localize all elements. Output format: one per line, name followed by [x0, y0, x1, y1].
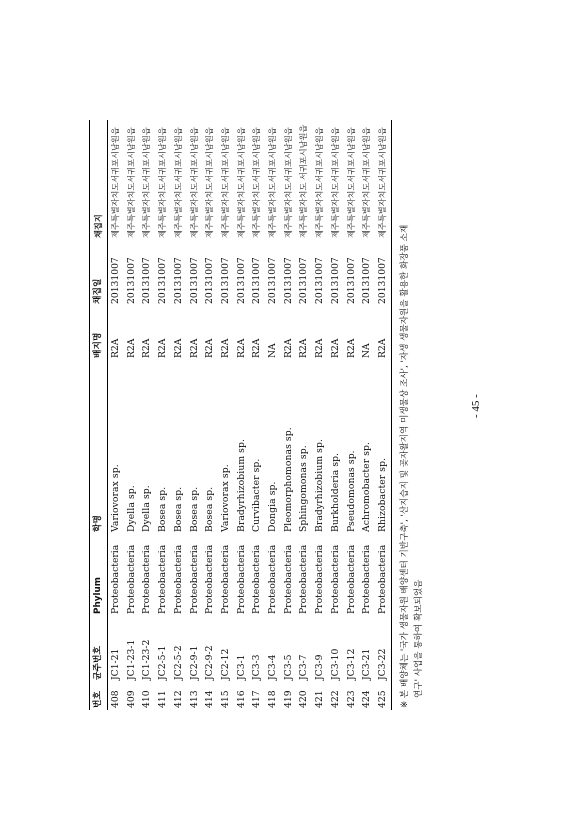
cell-date: 20131007: [329, 257, 341, 304]
cell-medium: R2A: [329, 338, 341, 358]
cell-phylum: Proteobacteria: [251, 544, 263, 614]
table-body: [108, 120, 392, 710]
cell-species: Bosea sp.: [172, 486, 184, 532]
cell-number: 409: [125, 690, 137, 708]
table-row: [139, 120, 155, 710]
cell-place: 제주특별자치도서귀포시남원읍: [110, 127, 120, 238]
cell-number: 424: [361, 690, 373, 708]
header-date: 채집일: [92, 278, 103, 304]
cell-medium: R2A: [219, 338, 231, 358]
cell-phylum: Proteobacteria: [110, 544, 121, 614]
table-row: [296, 120, 312, 710]
cell-phylum: Proteobacteria: [298, 544, 310, 614]
cell-species: Achromobacter sp.: [361, 441, 373, 532]
cell-medium: R2A: [314, 338, 326, 358]
cell-date: 20131007: [267, 257, 279, 304]
cell-strain-id: JC1-23-1: [125, 639, 137, 680]
cell-phylum: Proteobacteria: [235, 544, 247, 614]
cell-strain-id: JC3-22: [376, 648, 388, 680]
table-row: [218, 120, 234, 710]
cell-strain-id: JC3-4: [267, 654, 279, 680]
cell-species: Variovorax sp.: [110, 464, 121, 532]
cell-date: 20131007: [361, 257, 373, 304]
cell-species: Bosea sp.: [204, 486, 216, 532]
cell-number: 414: [204, 690, 216, 708]
table-row: [155, 120, 171, 710]
table-row: [234, 120, 250, 710]
cell-phylum: Proteobacteria: [188, 544, 200, 614]
cell-strain-id: JC3-21: [361, 648, 373, 680]
cell-phylum: Proteobacteria: [172, 544, 184, 614]
cell-place: 제주특별자치도서귀포시남원읍: [188, 127, 199, 238]
cell-place: 제주특별자치도서귀포시남원읍: [235, 127, 246, 238]
cell-number: 408: [110, 690, 121, 708]
cell-date: 20131007: [188, 257, 200, 304]
cell-place: 제주특별자치도서귀포시남원읍: [376, 127, 387, 238]
cell-place: 제주특별자치도서귀포시남원읍: [251, 127, 262, 238]
cell-strain-id: JC2-5-2: [172, 645, 184, 680]
cell-date: 20131007: [251, 257, 263, 304]
header-number: 번호: [92, 691, 103, 708]
cell-strain-id: JC3-7: [298, 654, 310, 680]
cell-date: 20131007: [298, 257, 310, 304]
footnote-line-2: 연구' 사업을 통하여 확보되었음: [413, 579, 424, 698]
cell-species: Pseudomonas sp.: [345, 450, 357, 532]
footnote-line-1: ※ 본 배양체는 '국가 생물자원 배양센터 기반구축', '산지습지 및 곶자왈지역 미생물상 조사', '자생 생물자원을 활용한 화장품 소재: [399, 224, 410, 708]
cell-date: 20131007: [314, 257, 326, 304]
cell-date: 20131007: [204, 257, 216, 304]
cell-number: 417: [251, 690, 263, 708]
cell-date: 20131007: [110, 257, 121, 304]
cell-date: 20131007: [157, 257, 169, 304]
cell-strain-id: JC3-10: [329, 648, 341, 680]
table-row: [312, 120, 328, 710]
cell-strain-id: JC3-3: [251, 654, 263, 680]
cell-number: 418: [267, 690, 279, 708]
cell-species: Burkholderia sp.: [329, 452, 341, 532]
cell-number: 422: [329, 690, 341, 708]
table-row: [375, 120, 391, 710]
cell-species: Variovorax sp.: [219, 464, 231, 532]
cell-date: 20131007: [282, 257, 294, 304]
cell-strain-id: JC2-9-2: [204, 645, 216, 680]
cell-species: Bosea sp.: [188, 486, 200, 532]
cell-medium: R2A: [157, 338, 169, 358]
cell-species: Bradyrhizobium sp.: [235, 439, 247, 532]
cell-date: 20131007: [141, 257, 153, 304]
cell-medium: R2A: [204, 338, 216, 358]
header-medium: 배지명: [92, 332, 103, 358]
cell-phylum: Proteobacteria: [345, 544, 357, 614]
cell-medium: NA: [361, 343, 373, 358]
page-number: - 45 -: [470, 394, 482, 418]
table-row: [344, 120, 360, 710]
table-header-row: [90, 120, 108, 710]
cell-place: 제주특별자치도서귀포시남원읍: [361, 127, 372, 238]
cell-species: Sphingomonas sp.: [298, 445, 310, 532]
cell-medium: R2A: [110, 338, 121, 358]
header-species: 학명: [92, 515, 103, 532]
cell-place: 제주특별자치도 서귀포시남원읍: [298, 124, 309, 238]
table-row: [171, 120, 187, 710]
cell-place: 제주특별자치도서귀포시남원읍: [219, 127, 230, 238]
cell-phylum: Proteobacteria: [157, 544, 169, 614]
cell-phylum: Proteobacteria: [361, 544, 373, 614]
cell-medium: R2A: [251, 338, 263, 358]
cell-medium: R2A: [235, 338, 247, 358]
cell-medium: R2A: [141, 338, 153, 358]
table-row: [124, 120, 140, 710]
cell-place: 제주특별자치도서귀포시남원읍: [125, 127, 136, 238]
cell-phylum: Proteobacteria: [282, 544, 294, 614]
header-strain-id: 균주번호: [92, 646, 103, 680]
cell-number: 411: [157, 690, 169, 708]
cell-strain-id: JC1-23-2: [141, 639, 153, 680]
cell-number: 416: [235, 690, 247, 708]
cell-medium: R2A: [172, 338, 184, 358]
cell-place: 제주특별자치도서귀포시남원읍: [141, 127, 152, 238]
cell-place: 제주특별자치도서귀포시남원읍: [172, 127, 183, 238]
cell-phylum: Proteobacteria: [267, 544, 279, 614]
cell-medium: R2A: [282, 338, 294, 358]
cell-phylum: Proteobacteria: [204, 544, 216, 614]
cell-phylum: Proteobacteria: [141, 544, 153, 614]
cell-species: Dyella sp.: [125, 485, 137, 532]
cell-strain-id: JC1-21: [110, 648, 121, 680]
cell-strain-id: JC3-9: [314, 654, 326, 680]
table-row: [281, 120, 297, 710]
cell-date: 20131007: [172, 257, 184, 304]
cell-number: 415: [219, 690, 231, 708]
cell-place: 제주특별자치도서귀포시남원읍: [314, 127, 325, 238]
table-row: [265, 120, 281, 710]
cell-number: 410: [141, 690, 153, 708]
cell-date: 20131007: [219, 257, 231, 304]
cell-strain-id: JC2-12: [219, 648, 231, 680]
cell-medium: R2A: [376, 338, 388, 358]
cell-date: 20131007: [125, 257, 137, 304]
header-phylum: Phylum: [92, 577, 103, 614]
cell-number: 421: [314, 690, 326, 708]
cell-number: 425: [376, 690, 388, 708]
cell-number: 413: [188, 690, 200, 708]
table-row: [108, 120, 124, 710]
table-row: [187, 120, 203, 710]
footnote: [398, 120, 426, 710]
cell-strain-id: JC3-1: [235, 654, 247, 680]
header-place: 채집지: [92, 214, 103, 238]
cell-species: Pleomorphomonas sp.: [282, 427, 294, 532]
cell-phylum: Proteobacteria: [219, 544, 231, 614]
cell-number: 412: [172, 690, 184, 708]
table-row: [328, 120, 344, 710]
cell-place: 제주특별자치도서귀포시남원읍: [204, 127, 215, 238]
cell-phylum: Proteobacteria: [329, 544, 341, 614]
table-row: [249, 120, 265, 710]
cell-strain-id: JC2-5-1: [157, 645, 169, 680]
cell-medium: R2A: [188, 338, 200, 358]
cell-date: 20131007: [376, 257, 388, 304]
cell-date: 20131007: [345, 257, 357, 304]
cell-date: 20131007: [235, 257, 247, 304]
cell-medium: R2A: [345, 338, 357, 358]
cell-phylum: Proteobacteria: [125, 544, 137, 614]
cell-species: Bradyrhizobium sp.: [314, 439, 326, 532]
cell-strain-id: JC3-5: [282, 654, 294, 680]
cell-number: 419: [282, 690, 294, 708]
cell-number: 420: [298, 690, 310, 708]
cell-medium: R2A: [298, 338, 310, 358]
cell-place: 제주특별자치도서귀포시남원읍: [267, 127, 278, 238]
cell-species: Dongia sp.: [267, 481, 279, 532]
cell-medium: R2A: [125, 338, 137, 358]
cell-phylum: Proteobacteria: [376, 544, 388, 614]
rotated-table-block: [89, 120, 434, 710]
cell-strain-id: JC3-12: [345, 648, 357, 680]
table-row: [359, 120, 375, 710]
cell-species: Bosea sp.: [157, 486, 169, 532]
cell-species: Rhizobacter sp.: [376, 457, 388, 532]
cell-strain-id: JC2-9-1: [188, 645, 200, 680]
cell-medium: NA: [267, 343, 279, 358]
cell-place: 제주특별자치도서귀포시남원읍: [345, 127, 356, 238]
cell-phylum: Proteobacteria: [314, 544, 326, 614]
cell-species: Curvibacter sp.: [251, 458, 263, 532]
cell-place: 제주특별자치도서귀포시남원읍: [329, 127, 340, 238]
cell-species: Dyella sp.: [141, 485, 153, 532]
cell-place: 제주특별자치도서귀포시남원읍: [282, 127, 293, 238]
cell-number: 423: [345, 690, 357, 708]
table-row: [202, 120, 218, 710]
strain-table: [89, 120, 392, 710]
cell-place: 제주특별자치도서귀포시남원읍: [157, 127, 168, 238]
